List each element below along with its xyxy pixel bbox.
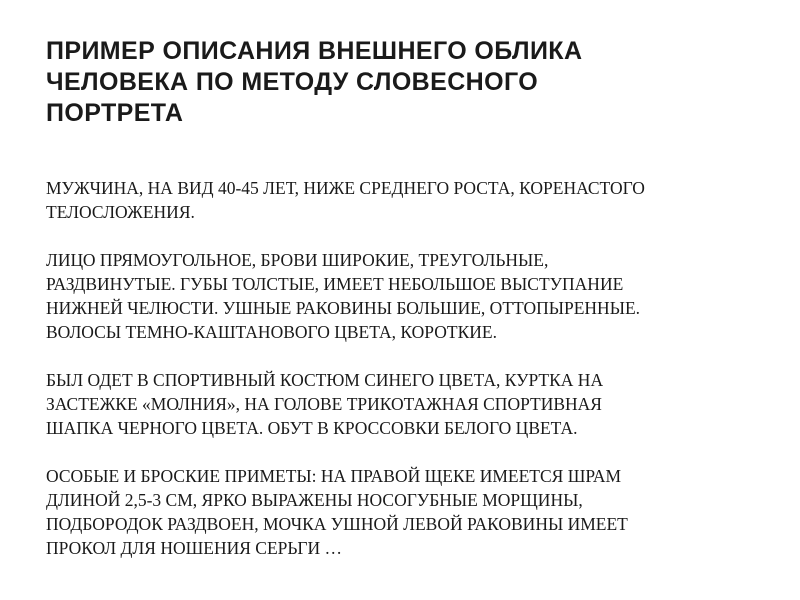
paragraph-general: [46, 176, 766, 224]
paragraph-line: БЫЛ ОДЕТ В СПОРТИВНЫЙ КОСТЮМ СИНЕГО ЦВЕТА, КУРТКА НА: [46, 370, 604, 390]
paragraph-line: ЗАСТЕЖКЕ «МОЛНИЯ», НА ГОЛОВЕ ТРИКОТАЖНАЯ СПОРТИВНАЯ: [46, 394, 602, 414]
title-line: ПОРТРЕТА: [46, 99, 184, 127]
slide-body: [46, 176, 766, 584]
paragraph-clothing: [46, 368, 766, 440]
paragraph-line: ТЕЛОСЛОЖЕНИЯ.: [46, 202, 195, 222]
paragraph-line: ПОДБОРОДОК РАЗДВОЕН, МОЧКА УШНОЙ ЛЕВОЙ РАКОВИНЫ ИМЕЕТ: [46, 514, 628, 534]
paragraph-line: НИЖНЕЙ ЧЕЛЮСТИ. УШНЫЕ РАКОВИНЫ БОЛЬШИЕ, ОТТОПЫРЕННЫЕ.: [46, 298, 641, 318]
paragraph-line: ОСОБЫЕ И БРОСКИЕ ПРИМЕТЫ: НА ПРАВОЙ ЩЕКЕ ИМЕЕТСЯ ШРАМ: [46, 466, 622, 486]
title-line: ПРИМЕР ОПИСАНИЯ ВНЕШНЕГО ОБЛИКА: [46, 37, 583, 65]
title-line: ЧЕЛОВЕКА ПО МЕТОДУ СЛОВЕСНОГО: [46, 68, 539, 96]
paragraph-line: МУЖЧИНА, НА ВИД 40-45 ЛЕТ, НИЖЕ СРЕДНЕГО РОСТА, КОРЕНАСТОГО: [46, 178, 645, 198]
paragraph-line: ЛИЦО ПРЯМОУГОЛЬНОЕ, БРОВИ ШИРОКИЕ, ТРЕУГОЛЬНЫЕ,: [46, 250, 549, 270]
paragraph-face: [46, 248, 766, 344]
paragraph-special-marks: [46, 464, 766, 560]
paragraph-line: РАЗДВИНУТЫЕ. ГУБЫ ТОЛСТЫЕ, ИМЕЕТ НЕБОЛЬШОЕ ВЫСТУПАНИЕ: [46, 274, 624, 294]
slide-title: [46, 36, 766, 129]
paragraph-line: ШАПКА ЧЕРНОГО ЦВЕТА. ОБУТ В КРОССОВКИ БЕЛОГО ЦВЕТА.: [46, 418, 578, 438]
paragraph-line: ДЛИНОЙ 2,5-3 СМ, ЯРКО ВЫРАЖЕНЫ НОСОГУБНЫЕ МОРЩИНЫ,: [46, 490, 583, 510]
paragraph-line: ПРОКОЛ ДЛЯ НОШЕНИЯ СЕРЬГИ …: [46, 538, 343, 558]
paragraph-line: ВОЛОСЫ ТЕМНО-КАШТАНОВОГО ЦВЕТА, КОРОТКИЕ.: [46, 322, 497, 342]
